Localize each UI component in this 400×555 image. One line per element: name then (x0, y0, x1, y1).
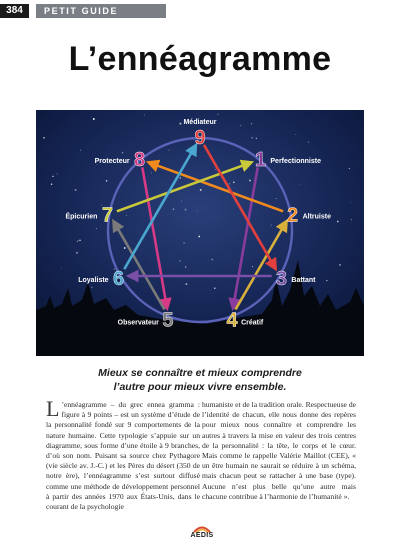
node-number: 5 (162, 309, 174, 332)
star (184, 242, 185, 243)
body-column-right (202, 400, 356, 502)
star (256, 138, 257, 139)
star (308, 142, 309, 143)
node-number: 4 (226, 309, 238, 332)
drop-cap: L (46, 396, 60, 421)
star (180, 177, 181, 178)
star (197, 211, 198, 212)
series-label: PETIT GUIDE (36, 4, 166, 18)
star (57, 174, 58, 175)
node-number: 3 (275, 268, 287, 290)
star (295, 134, 296, 135)
star (126, 215, 127, 216)
star (229, 183, 230, 184)
body-text-left: ’ennéagramme – du grec ennea gramma : figure à 9 points – est un système d’étude de la personnalité fondé sur 9 comportements de la nature humaine. Cette typologie s’appuie sur un diagramme, sous forme d’une étoile à 9 branches, d’où son nom. Puisant sa source chez Pythagore (vie siècle av. J.-C.) et les Pères du désert (350 de notre ère), l’ennéagramme s’est surtout diffusé comme une méthode de développement personnel à partir des années 1970 aux États-Unis, dans le courant de la psychologie (46, 400, 200, 512)
star (93, 118, 95, 120)
star (276, 198, 277, 199)
node-number: 1 (254, 149, 266, 171)
star (91, 287, 92, 288)
star (185, 266, 186, 267)
star (168, 150, 169, 151)
star (179, 260, 180, 261)
star (91, 116, 92, 117)
star (75, 189, 77, 191)
star (52, 176, 53, 177)
star (144, 115, 145, 116)
page-title: L’ennéagramme (68, 40, 332, 78)
node-label: Battant (291, 277, 316, 284)
star (185, 209, 187, 211)
node-number: 2 (287, 204, 299, 227)
star (151, 173, 152, 174)
star (43, 137, 45, 139)
star (79, 240, 80, 241)
star (80, 150, 81, 151)
node-label: Protecteur (94, 158, 130, 165)
star (217, 114, 218, 115)
star (76, 252, 78, 254)
star (326, 280, 327, 281)
star (339, 264, 341, 266)
star (124, 247, 126, 249)
star (233, 181, 235, 183)
star (200, 189, 202, 191)
star (181, 201, 182, 202)
star (271, 225, 272, 226)
star (185, 283, 187, 285)
star (198, 236, 200, 238)
node-label: Épicurien (65, 213, 98, 221)
star (351, 219, 352, 220)
star (350, 202, 351, 203)
enneagram-svg (36, 110, 364, 356)
star (106, 180, 108, 182)
body-column-left (46, 396, 200, 512)
star (329, 212, 330, 213)
node-number: 6 (113, 268, 125, 290)
star (299, 184, 300, 185)
star (249, 180, 251, 182)
star (61, 268, 62, 269)
node-label: Médiateur (183, 119, 217, 126)
node-label: Créatif (241, 319, 264, 327)
star (214, 287, 215, 288)
star (211, 259, 213, 261)
node-label: Perfectionniste (270, 158, 321, 165)
star (240, 125, 241, 126)
star (51, 183, 53, 185)
node-number: 8 (134, 149, 146, 171)
header-bar (0, 0, 400, 22)
star (349, 168, 350, 169)
caption-line-1: Mieux se connaître et mieux comprendre (98, 367, 302, 379)
star (251, 123, 252, 124)
star (96, 228, 97, 229)
node-number: 7 (101, 204, 113, 227)
star (77, 240, 79, 242)
star (252, 266, 253, 267)
node-label: Altruiste (302, 213, 332, 221)
node-number: 9 (194, 127, 206, 149)
publisher-logo (180, 524, 224, 546)
issue-number: 384 (0, 4, 29, 18)
enneagram-figure (36, 110, 364, 356)
star (251, 137, 253, 139)
star (173, 208, 175, 210)
caption-line-2: l’autre pour mieux vivre ensemble. (113, 381, 287, 393)
body-text-right: humaniste et de la tradition orale. Respectueuse de l’identité de chacun, elle nous donne des repères pour mieux nous connaître et comprendre les autres à travers la mise en valeur des trois centres de la personnalité : la tête, le corps et le cœur. Mais comme le rappelle Valérie Maillot (CEE), « un être humain ne saurait se réduire à un schéma, mais chacun peut se rattacher à une base (type). Aucune n’est plus belle qu’une autre mais chacune contribue à l’harmonie de l’humanité ». (202, 400, 356, 501)
star (215, 169, 216, 170)
caption (40, 366, 360, 394)
star (337, 221, 339, 223)
star (135, 273, 136, 274)
star (179, 123, 181, 125)
star (194, 155, 195, 156)
star (122, 152, 124, 154)
node-label: Observateur (117, 319, 159, 327)
publisher-name: AEDIS (190, 532, 214, 539)
node-label: Loyaliste (78, 277, 109, 284)
